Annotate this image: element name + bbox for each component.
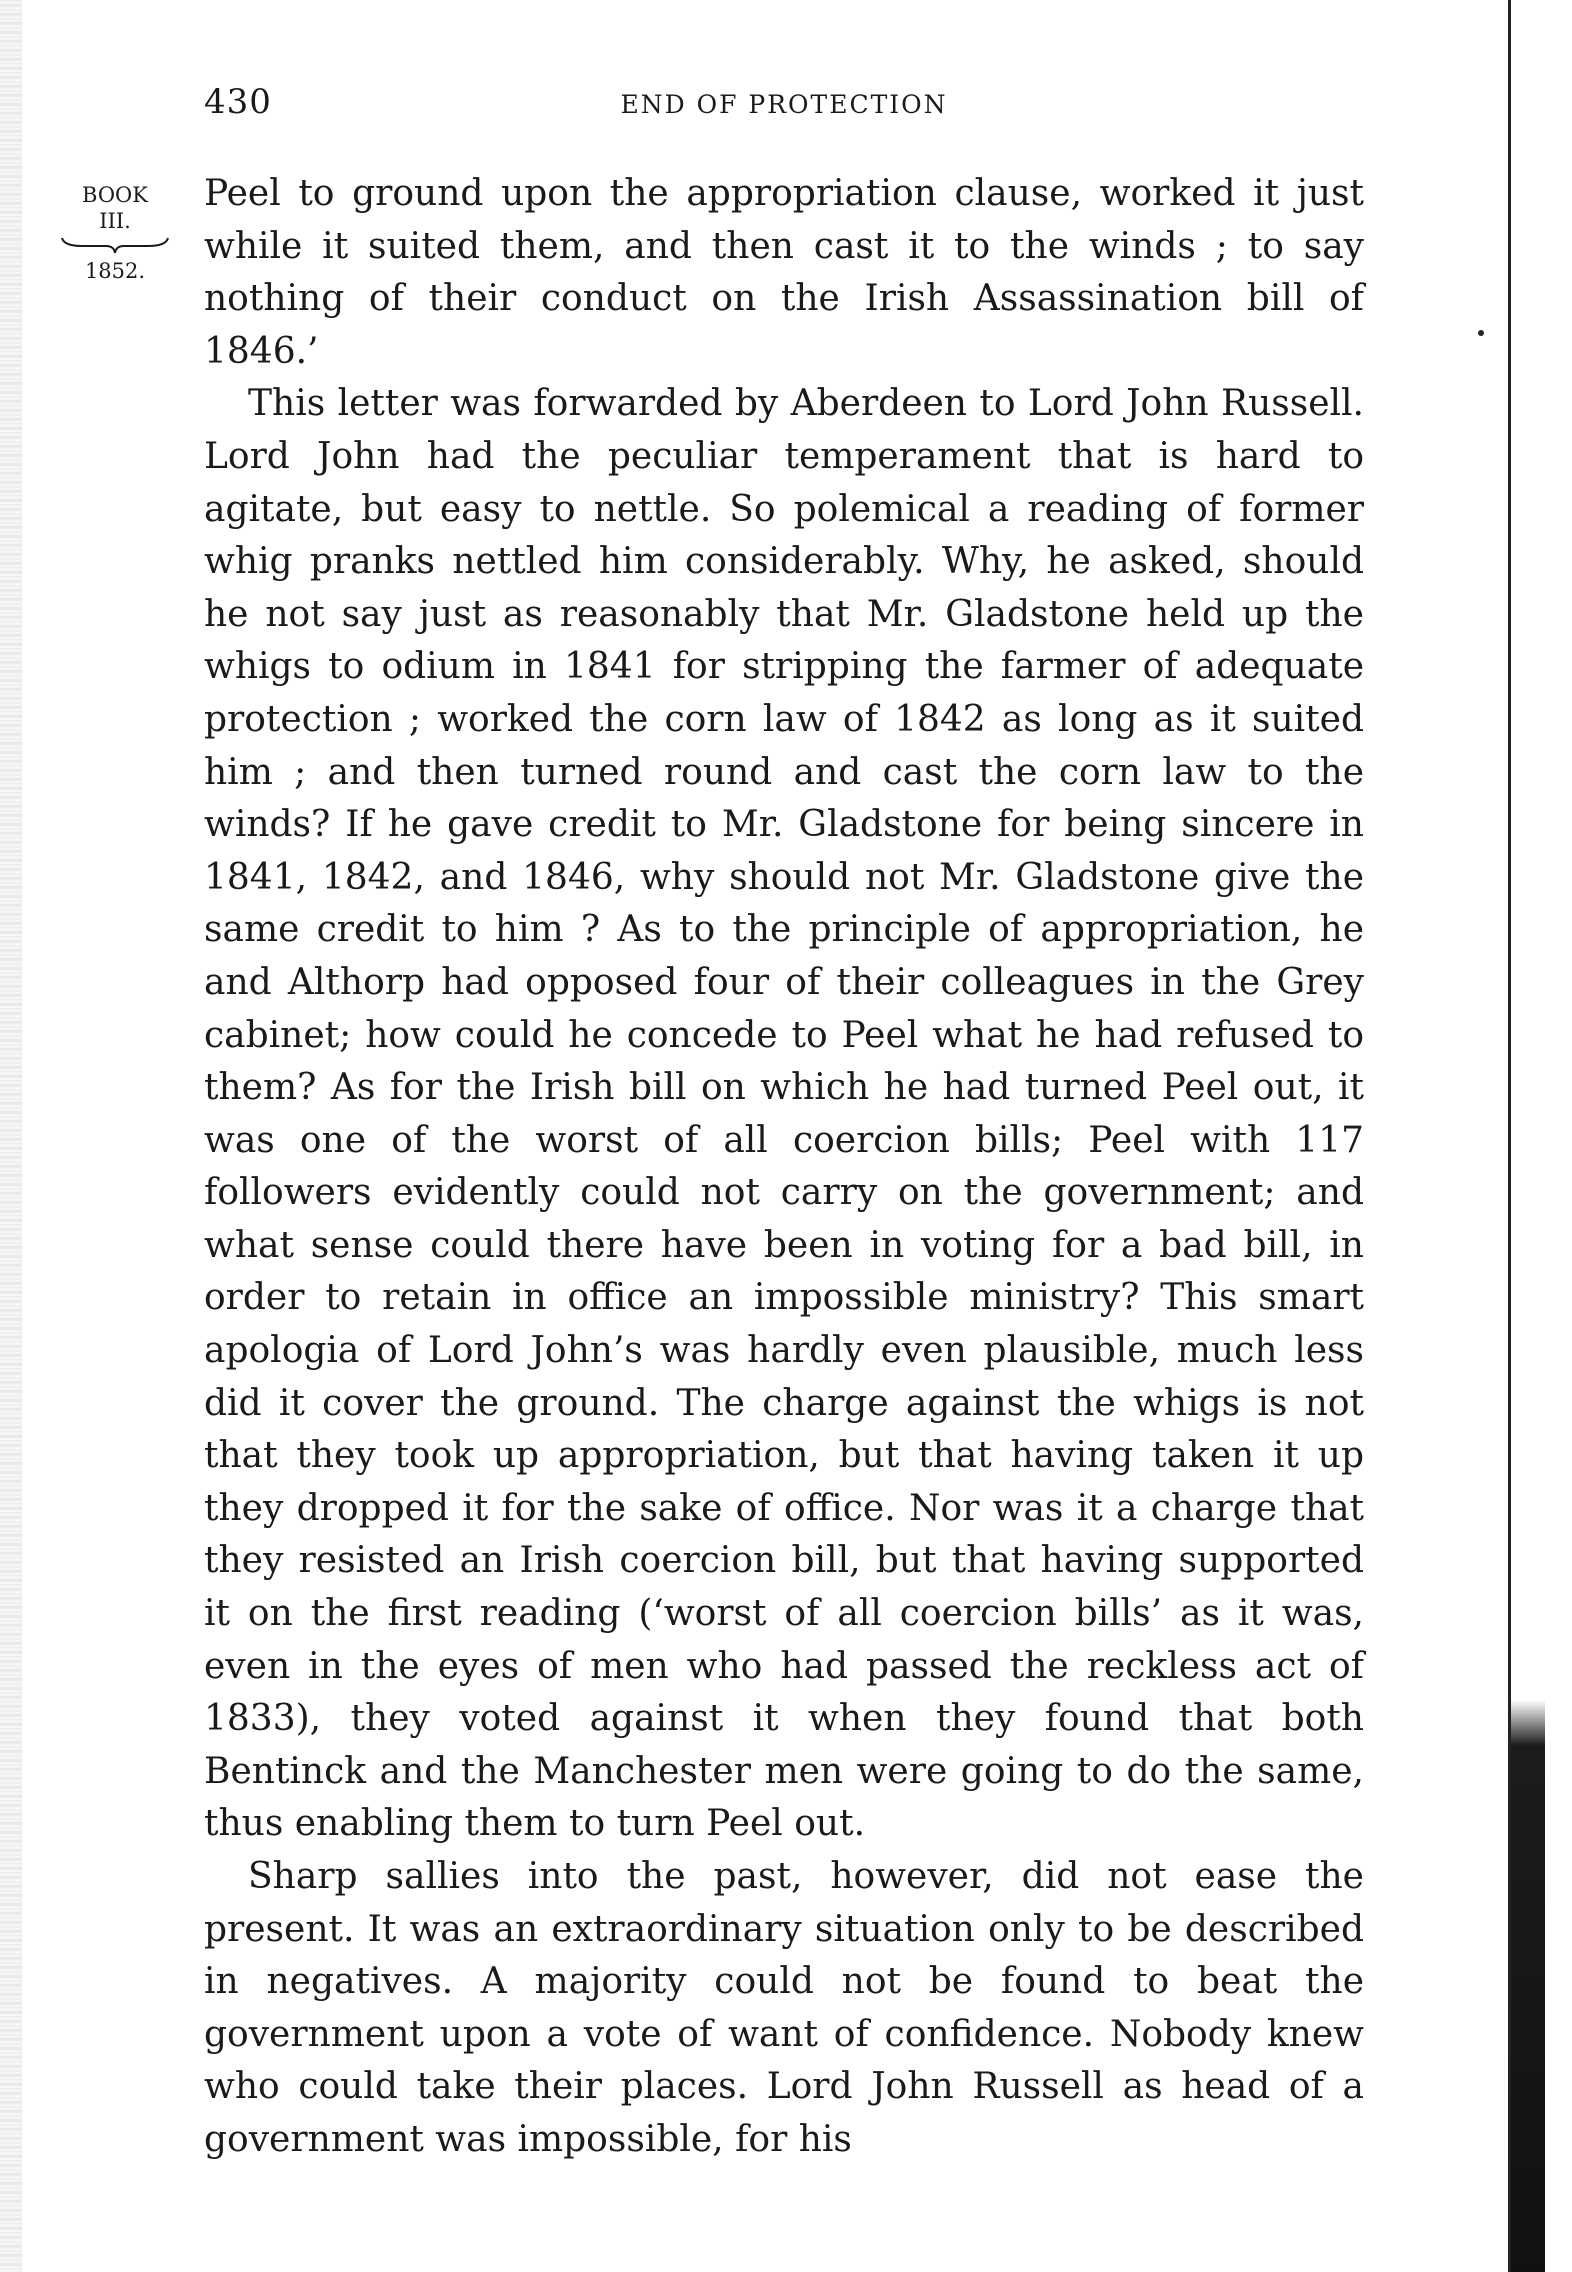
stray-dot-mark: [1478, 330, 1484, 336]
margin-note: [50, 182, 180, 284]
body-text: [204, 168, 1364, 2167]
brace-icon: [60, 236, 170, 254]
scan-left-edge: [0, 0, 22, 2272]
page-number: 430: [204, 82, 272, 122]
paragraph-2: This letter was forwarded by Aberdeen to Lord John Russell. Lord John had the peculiar temperament that is hard to agitate, but easy to nettle. So polemical a reading of former whig pranks nettled him considerably. Why, he asked, should he not say just as reasonably that Mr. Gladstone held up the whigs to odium in 1841 for stripping the farmer of adequate protection ; worked the corn law of 1842 as long as it suited him ; and then turned round and cast the corn law to the winds? If he gave credit to Mr. Gladstone for being sincere in 1841, 1842, and 1846, why should not Mr. Gladstone give the same credit to him ? As to the principle of appropriation, he and Althorp had opposed four of their colleagues in the Grey cabinet; how could he concede to Peel what he had refused to them? As for the Irish bill on which he had turned Peel out, it was one of the worst of all coercion bills; Peel with 117 followers evidently could not carry on the government; and what sense could there have been in voting for a bad bill, in order to retain in office an impossible ministry? This smart apologia of Lord John’s was hardly even plausible, much less did it cover the ground. The charge against the whigs is not that they took up appropriation, but that having taken it up they dropped it for the sake of office. Nor was it a charge that they resisted an Irish coercion bill, but that having supported it on the first reading (‘worst of all coercion bills’ as it was, even in the eyes of men who had passed the reckless act of 1833), they voted against it when they found that both Bentinck and the Manchester men were going to do the same, thus enabling them to turn Peel out.: [204, 383, 1364, 1845]
running-title: END OF PROTECTION: [620, 90, 948, 119]
margin-book: BOOK: [82, 183, 148, 207]
margin-year: 1852.: [84, 259, 146, 283]
scan-right-edge-shadow: [1511, 1700, 1545, 2272]
running-head: [204, 82, 1364, 132]
paragraph-1: Peel to ground upon the appropriation clause, worked it just while it suited them, and then cast it to the winds ; to say nothing of their conduct on the Irish Assassination bill of 1846.’: [204, 173, 1364, 372]
paragraph-3: Sharp sallies into the past, however, did not ease the present. It was an extraordinary situation only to be described in negatives. A majority could not be found to beat the government upon a vote of want of confidence. Nobody knew who could take their places. Lord John Russell as head of a government was impossible, for his: [204, 1856, 1364, 2160]
margin-volume: III.: [99, 209, 131, 233]
